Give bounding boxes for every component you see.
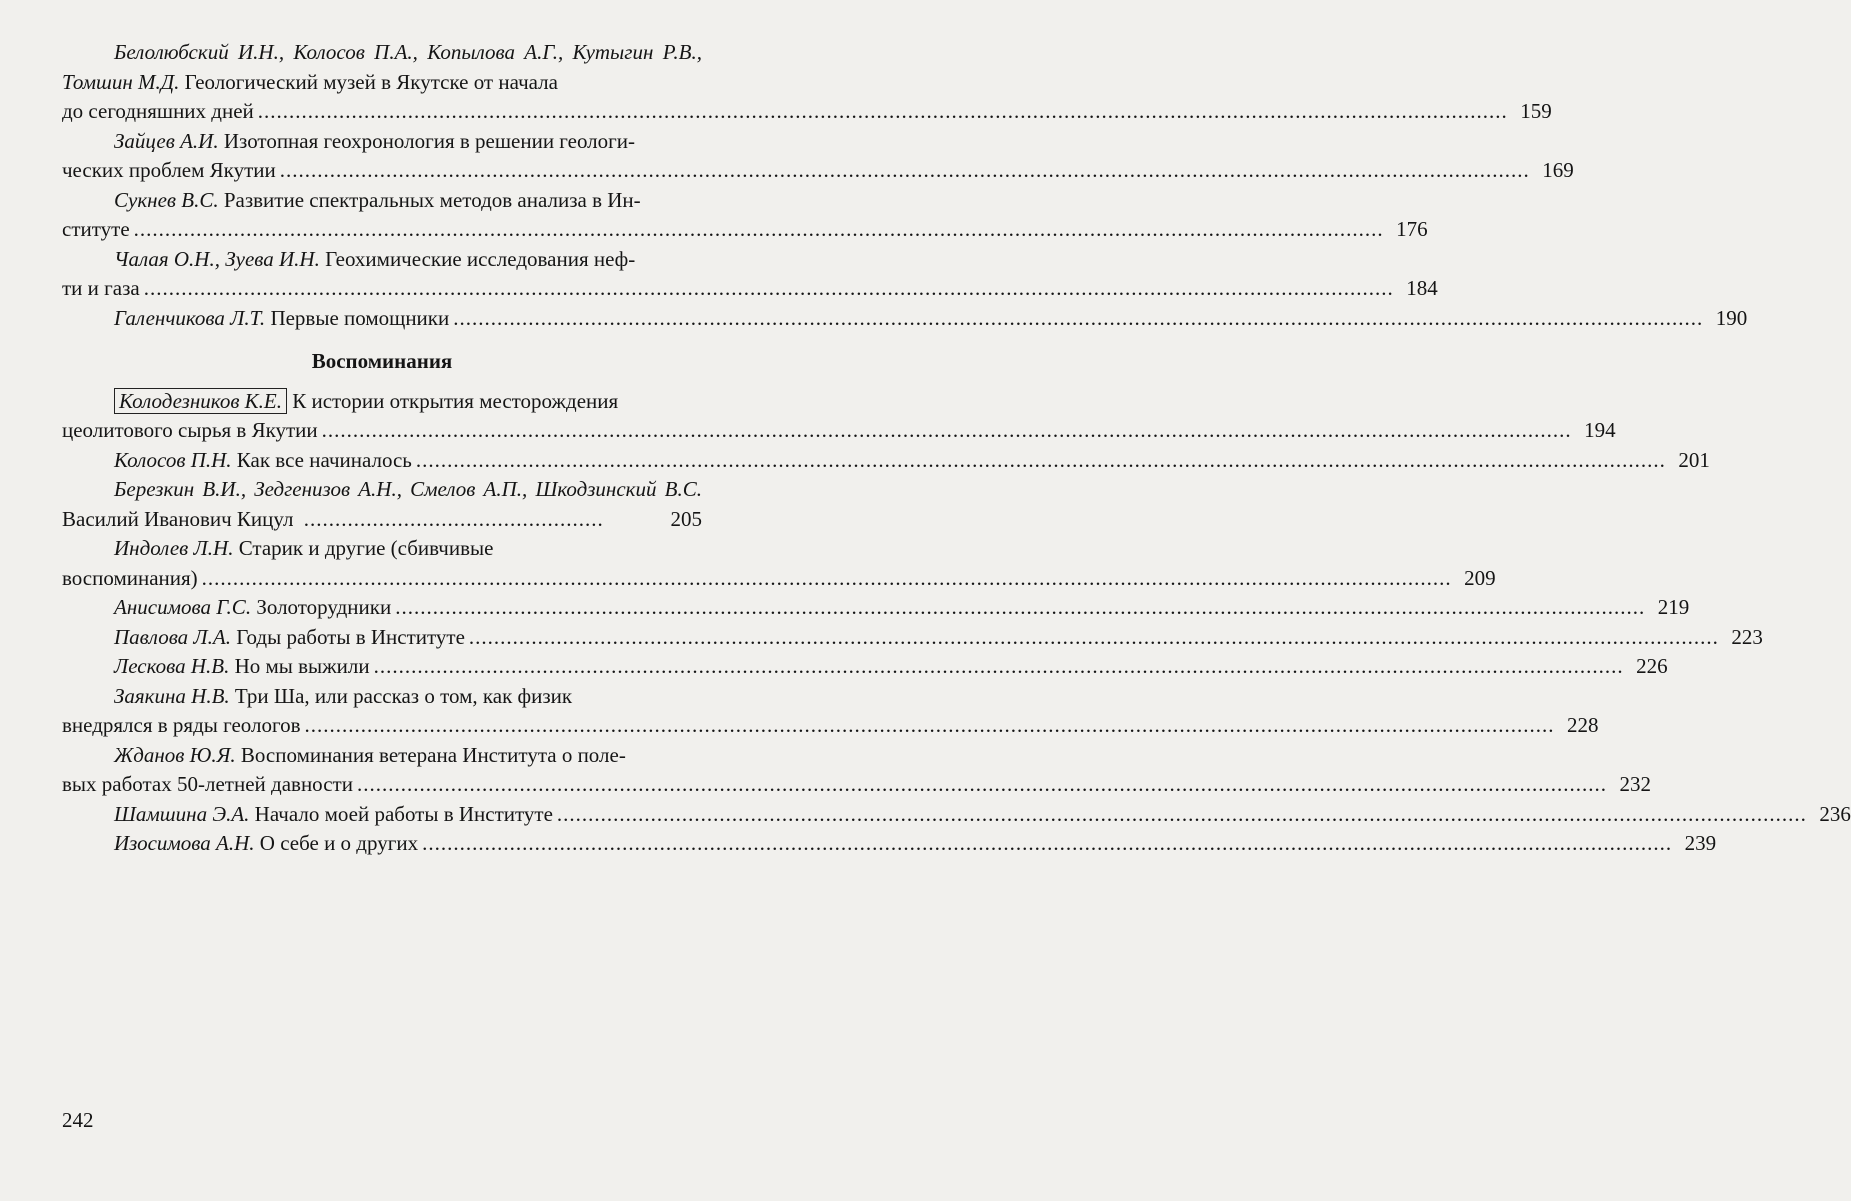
contents-list-top <box>62 38 1748 333</box>
entry-title: Геологический музей в Якутске от начала <box>184 69 558 94</box>
entry-authors: Белолюбский И.Н., Колосов П.А., Копылова А.Г., Кутыгин Р.В., Томшин М.Д. <box>62 40 702 94</box>
entry-title-end: Годы работы в Институте <box>236 624 465 649</box>
contents-entry <box>62 652 1668 682</box>
contents-entry <box>62 475 702 534</box>
entry-authors: Павлова Л.А. <box>114 624 231 649</box>
entry-page-number: 184 <box>1406 276 1438 300</box>
entry-title-end: О себе и о других <box>259 831 419 855</box>
entry-authors: Галенчикова Л.Т. <box>114 305 266 330</box>
entry-title-end: Начало моей работы в Институте <box>254 801 553 826</box>
entry-title: Изотопная геохронология в решении геологи- <box>223 128 636 153</box>
leader-dots: ........................................................................................................................................................................................................ <box>422 831 1673 855</box>
entry-authors: Жданов Ю.Я. <box>114 742 236 767</box>
leader-dots: ........................................................................................................................................................................................................ <box>453 305 1704 330</box>
contents-entry <box>62 800 1851 830</box>
page-number: 242 <box>62 1108 94 1132</box>
entry-title-end: Но мы выжили <box>234 654 370 678</box>
contents-entry <box>62 829 1717 859</box>
entry-authors: Заякина Н.В. <box>114 683 230 708</box>
leader-dots: ........................................................................................................................................................................................................ <box>556 801 1807 826</box>
entry-page-number: 232 <box>1619 772 1651 796</box>
leader-dots: ........................................................................................................................................................................................................ <box>304 713 1555 737</box>
contents-entry <box>62 593 1690 623</box>
entry-page-number: 226 <box>1636 654 1668 678</box>
entry-page-number: 223 <box>1731 624 1763 649</box>
entry-title-end: ческих проблем Якутии <box>62 158 276 182</box>
entry-page-number: 176 <box>1396 217 1428 241</box>
leader-dots: ........................................................................................................................................................................................................ <box>133 217 1384 241</box>
contents-entry <box>62 682 1599 741</box>
contents-entry <box>62 304 1748 334</box>
contents-entry <box>62 534 1496 593</box>
entry-authors: Лескова Н.В. <box>114 654 230 678</box>
entry-title-end: ституте <box>62 217 130 241</box>
entry-title: Воспоминания ветерана Института о поле- <box>240 742 626 767</box>
entry-page-number: 190 <box>1715 305 1748 330</box>
entry-authors: Чалая О.Н., Зуева И.Н. <box>114 246 320 271</box>
entry-title-end: цеолитового сырья в Якутии <box>62 418 318 442</box>
entry-page-number: 236 <box>1819 801 1851 826</box>
leader-dots: ........................................................................................................................................................................................................ <box>356 772 1607 796</box>
entry-authors: Колосов П.Н. <box>114 447 232 472</box>
entry-page-number: 205 <box>670 506 702 531</box>
entry-title: Развитие спектральных методов анализа в Ин- <box>223 187 641 212</box>
entry-page-number: 201 <box>1678 447 1710 472</box>
entry-title-end: Как все начиналось <box>236 447 412 472</box>
leader-dots: ........................................................................................................................................................................................................ <box>279 158 1530 182</box>
entry-title: Три Ша, или рассказ о том, как физик <box>234 683 573 708</box>
entry-page-number: 219 <box>1657 595 1690 619</box>
table-of-contents <box>62 38 1851 859</box>
entry-authors: Березкин В.И., Зедгенизов А.Н., Смелов А.П., Шкодзинский В.С. <box>114 477 702 501</box>
entry-title-end: внедрялся в ряды геологов <box>62 713 301 737</box>
contents-entry <box>62 186 1428 245</box>
leader-dots: ........................................................................................................................................................................................................ <box>468 624 1719 649</box>
entry-authors: Шамшина Э.А. <box>114 801 250 826</box>
contents-entry <box>62 623 1763 653</box>
entry-authors: Сукнев В.С. <box>114 187 219 212</box>
contents-entry <box>62 38 1552 127</box>
contents-entry <box>62 741 1651 800</box>
section-heading: Воспоминания <box>311 349 453 373</box>
contents-entry <box>62 245 1438 304</box>
entry-title: Старик и другие (сбивчивые <box>238 536 494 560</box>
entry-page-number: 194 <box>1584 418 1616 442</box>
entry-authors: Изосимова А.Н. <box>114 831 255 855</box>
contents-entry <box>62 127 1574 186</box>
entry-page-number: 228 <box>1567 713 1599 737</box>
entry-title-end: Василий Иванович Кицул <box>62 506 294 531</box>
leader-dots: ........................................................................................................................................................................................................ <box>415 447 1666 472</box>
entry-authors: Зайцев А.И. <box>114 128 219 153</box>
entry-title-end: воспоминания) <box>62 565 198 590</box>
contents-entry <box>62 387 1616 446</box>
entry-title-end: Первые помощники <box>270 305 450 330</box>
entry-authors: Анисимова Г.С. <box>114 595 252 619</box>
leader-dots: ........................................................................................................................................................................................................ <box>201 565 1452 590</box>
leader-dots: ........................................................................................................................................................................................................ <box>257 99 1508 123</box>
leader-dots: ........................................................................................................................................................................................................ <box>143 276 1394 300</box>
entry-title: Геохимические исследования неф- <box>325 246 636 271</box>
entry-page-number: 169 <box>1542 158 1574 182</box>
leader-dots: ................................................ <box>297 506 604 531</box>
entry-authors: Индолев Л.Н. <box>114 536 234 560</box>
contents-entry <box>62 446 1710 476</box>
entry-title: К истории открытия месторождения <box>292 388 619 413</box>
entry-authors: Колодезников К.Е. <box>114 388 287 414</box>
entry-title-end: вых работах 50-летней давности <box>62 772 353 796</box>
entry-page-number: 239 <box>1684 831 1717 855</box>
leader-dots: ........................................................................................................................................................................................................ <box>373 654 1624 678</box>
entry-page-number: 209 <box>1464 565 1496 590</box>
entry-title-end: ти и газа <box>62 276 140 300</box>
entry-page-number: 159 <box>1520 99 1552 123</box>
leader-dots: ........................................................................................................................................................................................................ <box>321 418 1572 442</box>
contents-list-bottom <box>62 387 1851 859</box>
leader-dots: ........................................................................................................................................................................................................ <box>395 595 1646 619</box>
entry-title-end: до сегодняшних дней <box>62 99 254 123</box>
entry-title-end: Золоторудники <box>256 595 392 619</box>
